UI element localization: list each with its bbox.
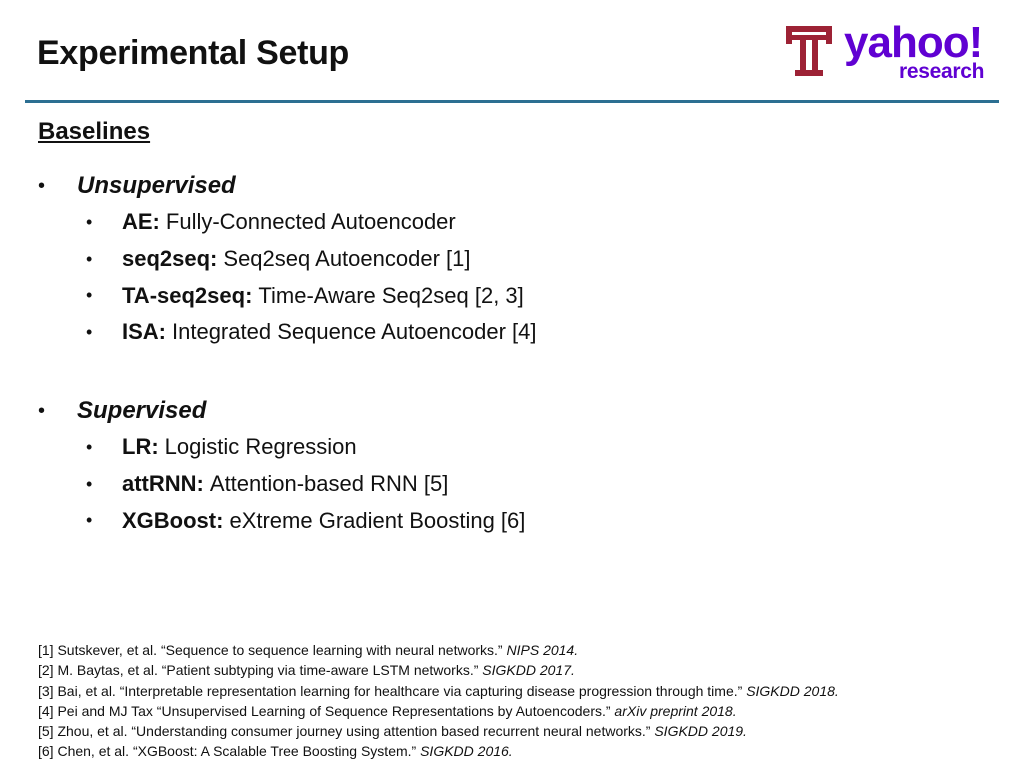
- reference-text: [2] M. Baytas, et al. “Patient subtyping via time-aware LSTM networks.”: [38, 662, 483, 679]
- baseline-description: Seq2seq Autoencoder [1]: [223, 246, 471, 272]
- reference-item: [38, 660, 839, 680]
- yahoo-logo-text: yahoo!: [844, 18, 983, 67]
- baseline-description: Attention-based RNN [5]: [209, 471, 449, 497]
- reference-venue: NIPS 2014.: [506, 642, 579, 658]
- list-item: [38, 277, 537, 314]
- baseline-term: attRNN:: [122, 471, 204, 497]
- reference-venue: SIGKDD 2017.: [482, 662, 575, 679]
- list-item: [38, 204, 537, 241]
- category-label: Supervised: [77, 397, 207, 424]
- baseline-term: ISA:: [122, 319, 166, 345]
- baseline-term: seq2seq:: [122, 246, 218, 272]
- reference-venue: SIGKDD 2016.: [420, 743, 513, 760]
- section-heading: Baselines: [38, 118, 151, 145]
- baseline-description: Logistic Regression: [164, 434, 357, 460]
- bullet-icon: •: [86, 321, 93, 342]
- list-item: [38, 502, 525, 539]
- baseline-group-supervised: [38, 393, 525, 539]
- bullet-icon: •: [38, 399, 46, 422]
- reference-text: [3] Bai, et al. “Interpretable representation learning for healthcare via capturing disease progression through time.”: [38, 682, 747, 699]
- baseline-list: [38, 204, 537, 351]
- list-item: [38, 429, 525, 466]
- header-divider: [25, 100, 999, 103]
- category-label: Unsupervised: [77, 172, 236, 199]
- reference-item: [38, 681, 839, 701]
- bullet-icon: •: [38, 174, 46, 197]
- page-title: Experimental Setup: [37, 34, 350, 72]
- baseline-term: LR:: [122, 434, 159, 460]
- baseline-group-unsupervised: [38, 168, 537, 351]
- reference-venue: SIGKDD 2018.: [746, 682, 839, 699]
- references: [38, 640, 839, 762]
- reference-venue: SIGKDD 2019.: [654, 723, 747, 740]
- reference-venue: arXiv preprint 2018.: [614, 702, 737, 719]
- bullet-icon: •: [86, 473, 93, 494]
- list-item: [38, 314, 537, 351]
- category-heading: [38, 168, 537, 204]
- reference-text: [5] Zhou, et al. “Understanding consumer journey using attention based recurrent neural networks.”: [38, 723, 655, 740]
- bullet-icon: •: [86, 510, 93, 531]
- baseline-description: Time-Aware Seq2seq [2, 3]: [258, 282, 524, 308]
- bullet-icon: •: [86, 436, 93, 457]
- list-item: [38, 466, 525, 503]
- baseline-term: AE:: [122, 209, 160, 235]
- category-heading: [38, 393, 525, 429]
- baseline-term: TA-seq2seq:: [122, 282, 253, 308]
- bullet-icon: •: [86, 248, 93, 269]
- baseline-description: Integrated Sequence Autoencoder [4]: [172, 319, 537, 345]
- bullet-icon: •: [86, 211, 93, 232]
- baseline-term: XGBoost:: [122, 507, 224, 533]
- reference-text: [4] Pei and MJ Tax “Unsupervised Learning of Sequence Representations by Autoencoders.”: [38, 702, 615, 719]
- temple-university-logo: [786, 26, 832, 78]
- reference-text: [1] Sutskever, et al. “Sequence to sequence learning with neural networks.”: [38, 642, 507, 658]
- research-logo-text: research: [899, 60, 985, 83]
- list-item: [38, 241, 537, 278]
- reference-text: [6] Chen, et al. “XGBoost: A Scalable Tree Boosting System.”: [38, 743, 421, 760]
- baseline-description: Fully-Connected Autoencoder: [165, 209, 456, 235]
- logo-group: [786, 18, 1001, 84]
- baseline-description: eXtreme Gradient Boosting [6]: [229, 507, 526, 533]
- bullet-icon: •: [86, 285, 93, 306]
- reference-item: [38, 741, 839, 761]
- baseline-list: [38, 429, 525, 539]
- reference-item: [38, 701, 839, 721]
- reference-item: [38, 721, 839, 741]
- reference-item: [38, 640, 839, 660]
